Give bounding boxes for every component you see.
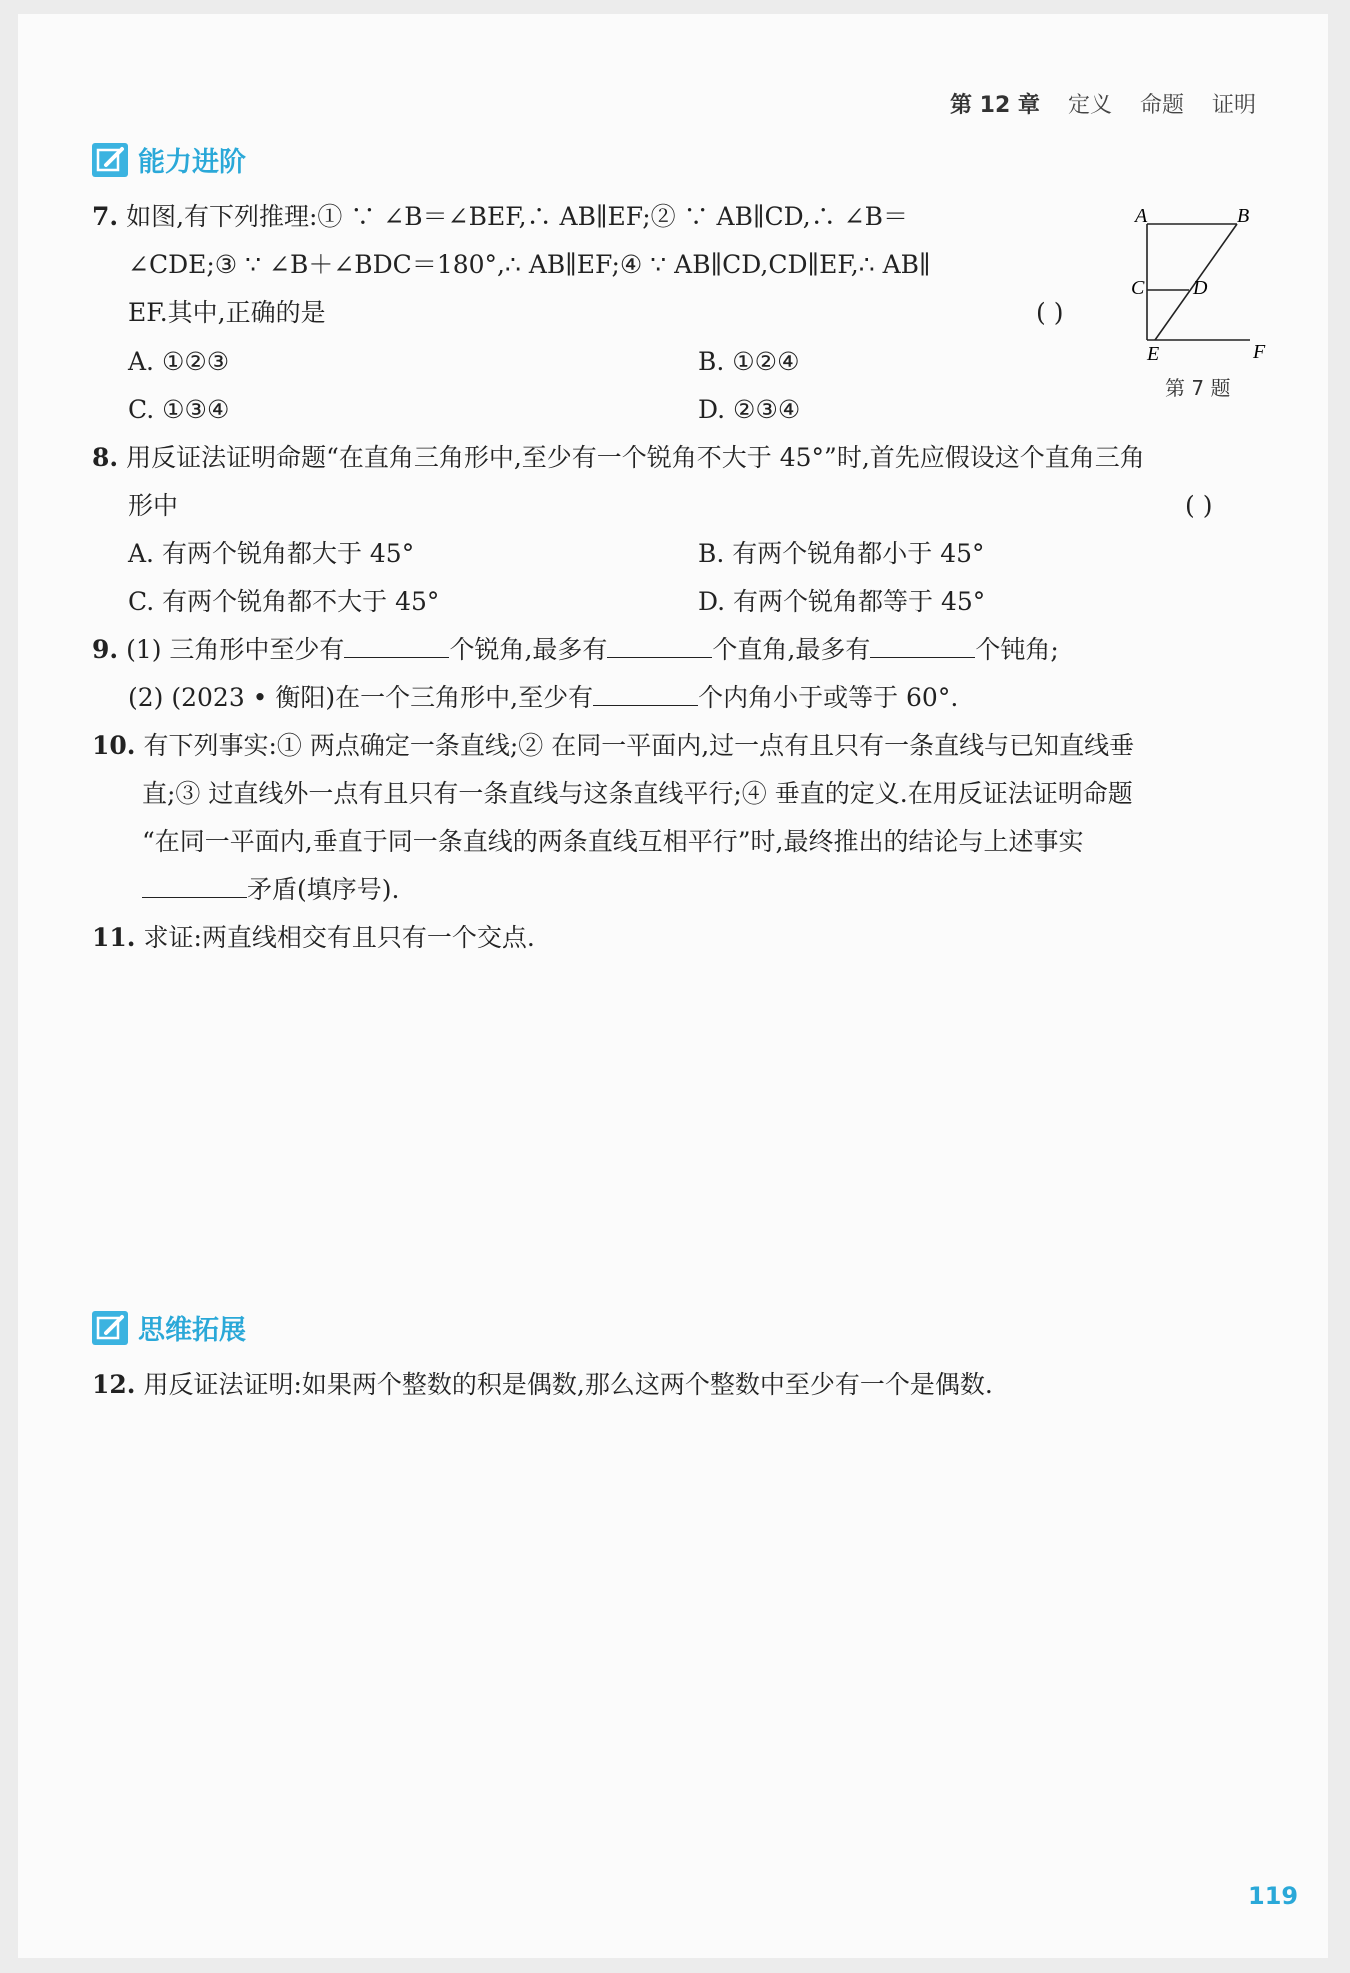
q9-blank-4[interactable] xyxy=(593,683,698,706)
q10-line3: “在同一平面内,垂直于同一条直线的两条直线互相平行”时,最终推出的结论与上述事实 xyxy=(142,827,1084,856)
q10-line4 xyxy=(142,873,399,907)
q9-number: 9. xyxy=(92,635,119,664)
q8-option-a: A. 有两个锐角都大于 45° xyxy=(128,539,415,568)
q7-option-a: A. ①②③ xyxy=(128,347,230,376)
pencil-note-icon xyxy=(92,143,128,177)
label-a: A xyxy=(1135,205,1148,227)
label-b: B xyxy=(1237,205,1250,227)
q8-option-b: B. 有两个锐角都小于 45° xyxy=(698,539,985,568)
chapter-title-2: 命题 xyxy=(1139,93,1184,118)
q10-blank[interactable] xyxy=(142,875,247,898)
q8-option-d: D. 有两个锐角都等于 45° xyxy=(698,587,986,616)
section-title: 思维拓展 xyxy=(138,1315,246,1346)
q8-number: 8. xyxy=(92,443,119,472)
q7-line2: ∠CDE;③ ∵ ∠B＋∠BDC＝180°,∴ AB∥EF;④ ∵ AB∥CD,CD∥EF,∴ AB∥ xyxy=(128,250,931,279)
q8-line2: 形中 xyxy=(128,491,179,520)
q7-figure xyxy=(1125,200,1275,365)
q12-number: 12. xyxy=(92,1370,136,1399)
q10-line1 xyxy=(92,729,1134,763)
chapter-number: 第 12 章 xyxy=(950,93,1040,118)
q9-p2-text-b: 个内角小于或等于 60°. xyxy=(698,683,959,712)
q9-p1-text-a: (1) 三角形中至少有 xyxy=(126,635,345,664)
chapter-title-3: 证明 xyxy=(1211,93,1256,118)
q7-option-c: C. ①③④ xyxy=(128,395,230,424)
q7-option-d: D. ②③④ xyxy=(698,395,801,424)
q11 xyxy=(92,921,535,955)
q10-text-1: 有下列事实:① 两点确定一条直线;② 在同一平面内,过一点有且只有一条直线与已知直线垂 xyxy=(143,731,1135,760)
pencil-note-icon xyxy=(92,1311,128,1345)
q7-text-1: 如图,有下列推理:① ∵ ∠B＝∠BEF,∴ AB∥EF;② ∵ AB∥CD,∴ ∠B＝ xyxy=(126,202,909,231)
q9-p1-text-c: 个直角,最多有 xyxy=(712,635,871,664)
section-title: 能力进阶 xyxy=(138,147,246,178)
q10-number: 10. xyxy=(92,731,136,760)
q7-answer-paren: ( ) xyxy=(1036,298,1064,327)
label-c: C xyxy=(1131,277,1145,299)
section-advanced xyxy=(92,140,246,179)
q9-blank-2[interactable] xyxy=(607,635,712,658)
page-number: 119 xyxy=(1248,1882,1299,1910)
label-d: D xyxy=(1193,277,1208,299)
q9-part1 xyxy=(92,633,1059,667)
q12 xyxy=(92,1368,993,1402)
q11-number: 11. xyxy=(92,923,136,952)
q9-blank-3[interactable] xyxy=(870,635,975,658)
q10-line2: 直;③ 过直线外一点有且只有一条直线与这条直线平行;④ 垂直的定义.在用反证法证明命题 xyxy=(142,779,1133,808)
q10-text-4: 矛盾(填序号). xyxy=(247,875,400,904)
q9-p1-text-b: 个锐角,最多有 xyxy=(449,635,608,664)
q7-option-b: B. ①②④ xyxy=(698,347,800,376)
label-f: F xyxy=(1253,341,1266,363)
q9-p1-text-d: 个钝角; xyxy=(975,635,1059,664)
q9-part2 xyxy=(128,681,958,715)
q11-text: 求证:两直线相交有且只有一个交点. xyxy=(143,923,535,952)
q7-figure-caption: 第 7 题 xyxy=(1165,376,1231,400)
q8-line1 xyxy=(92,441,1145,475)
q8-answer-paren: ( ) xyxy=(1185,491,1213,520)
q9-blank-1[interactable] xyxy=(344,635,449,658)
label-e: E xyxy=(1147,343,1160,365)
chapter-header xyxy=(950,88,1256,119)
q8-option-c: C. 有两个锐角都不大于 45° xyxy=(128,587,440,616)
q9-p2-text-a: (2) (2023 • 衡阳)在一个三角形中,至少有 xyxy=(128,683,594,712)
q12-text: 用反证法证明:如果两个整数的积是偶数,那么这两个整数中至少有一个是偶数. xyxy=(143,1370,993,1399)
section-thinking xyxy=(92,1308,246,1347)
q7-line1 xyxy=(92,200,908,234)
q7-number: 7. xyxy=(92,202,119,231)
q8-text-1: 用反证法证明命题“在直角三角形中,至少有一个锐角不大于 45°”时,首先应假设这个直角三角 xyxy=(126,443,1145,472)
chapter-title-1: 定义 xyxy=(1067,93,1112,118)
q7-line3: EF.其中,正确的是 xyxy=(128,298,326,327)
